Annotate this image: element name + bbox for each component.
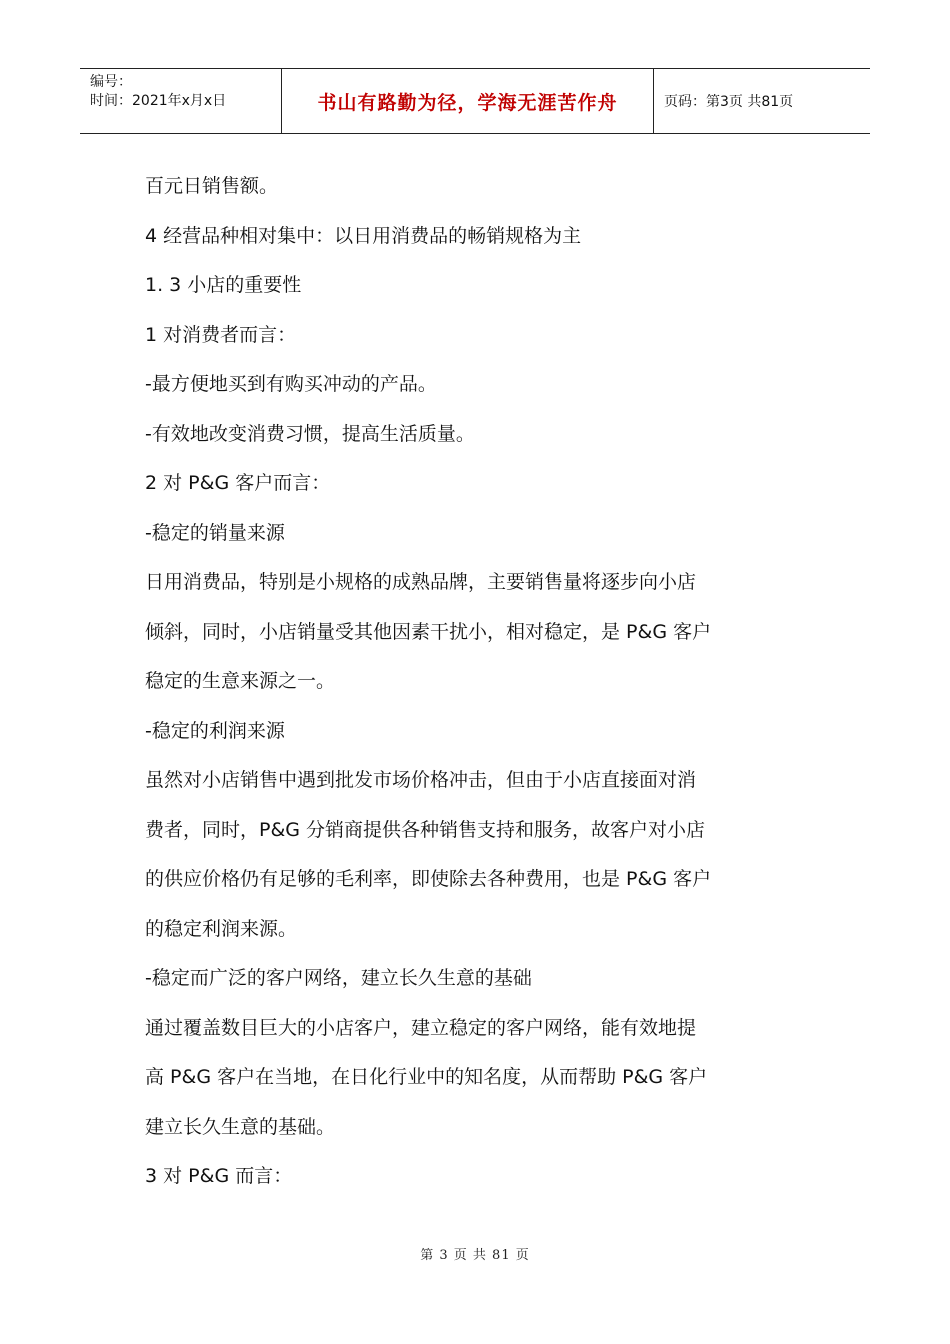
body-line: -稳定的销量来源 [145,521,285,544]
body-line: 稳定的生意来源之一。 [145,670,336,692]
body-line: 建立长久生意的基础。 [145,1115,336,1138]
document-body [145,162,810,1202]
body-line: 费者，同时，P&G 分销商提供各种销售支持和服务，故客户对小店 [145,818,706,841]
header-meta [80,69,282,133]
body-line: -稳定的利润来源 [145,719,285,742]
body-line: 3 对 P&G 而言： [145,1165,293,1187]
body-line: -最方便地买到有购买冲动的产品。 [145,373,437,395]
header-motto: 书山有路勤为径，学海无涯苦作舟 [282,69,654,133]
body-line: 的稳定利润来源。 [145,917,298,940]
body-line: 虽然对小店销售中遇到批发市场价格冲击，但由于小店直接面对消 [145,769,697,791]
body-line: 2 对 P&G 客户而言： [145,472,331,494]
body-line: 1 对消费者而言： [145,323,297,346]
body-line: 通过覆盖数目巨大的小店客户，建立稳定的客户网络，能有效地提 [145,1016,697,1039]
document-number-label: 编号： [90,74,132,90]
body-line: 倾斜，同时，小店销量受其他因素干扰小，相对稳定，是 P&G 客户 [145,620,712,643]
section-heading: 1. 3 小店的重要性 [145,274,302,296]
header-page-info: 页码：第3页 共81页 [664,94,794,110]
body-line: -有效地改变消费习惯，提高生活质量。 [145,422,475,445]
body-line: 4 经营品种相对集中：以日用消费品的畅销规格为主 [145,224,582,247]
body-line: 高 P&G 客户在当地，在日化行业中的知名度，从而帮助 P&G 客户 [145,1066,708,1088]
body-line: 百元日销售额。 [145,175,279,197]
page-footer: 第 3 页 共 81 页 [420,1248,530,1263]
body-line: 的供应价格仍有足够的毛利率，即使除去各种费用，也是 P&G 客户 [145,868,712,890]
body-line: -稳定而广泛的客户网络，建立长久生意的基础 [145,967,532,989]
document-date: 时间：2021年x月x日 [90,93,227,109]
body-line: 日用消费品，特别是小规格的成熟品牌，主要销售量将逐步向小店 [145,571,697,593]
page-header [80,68,870,134]
